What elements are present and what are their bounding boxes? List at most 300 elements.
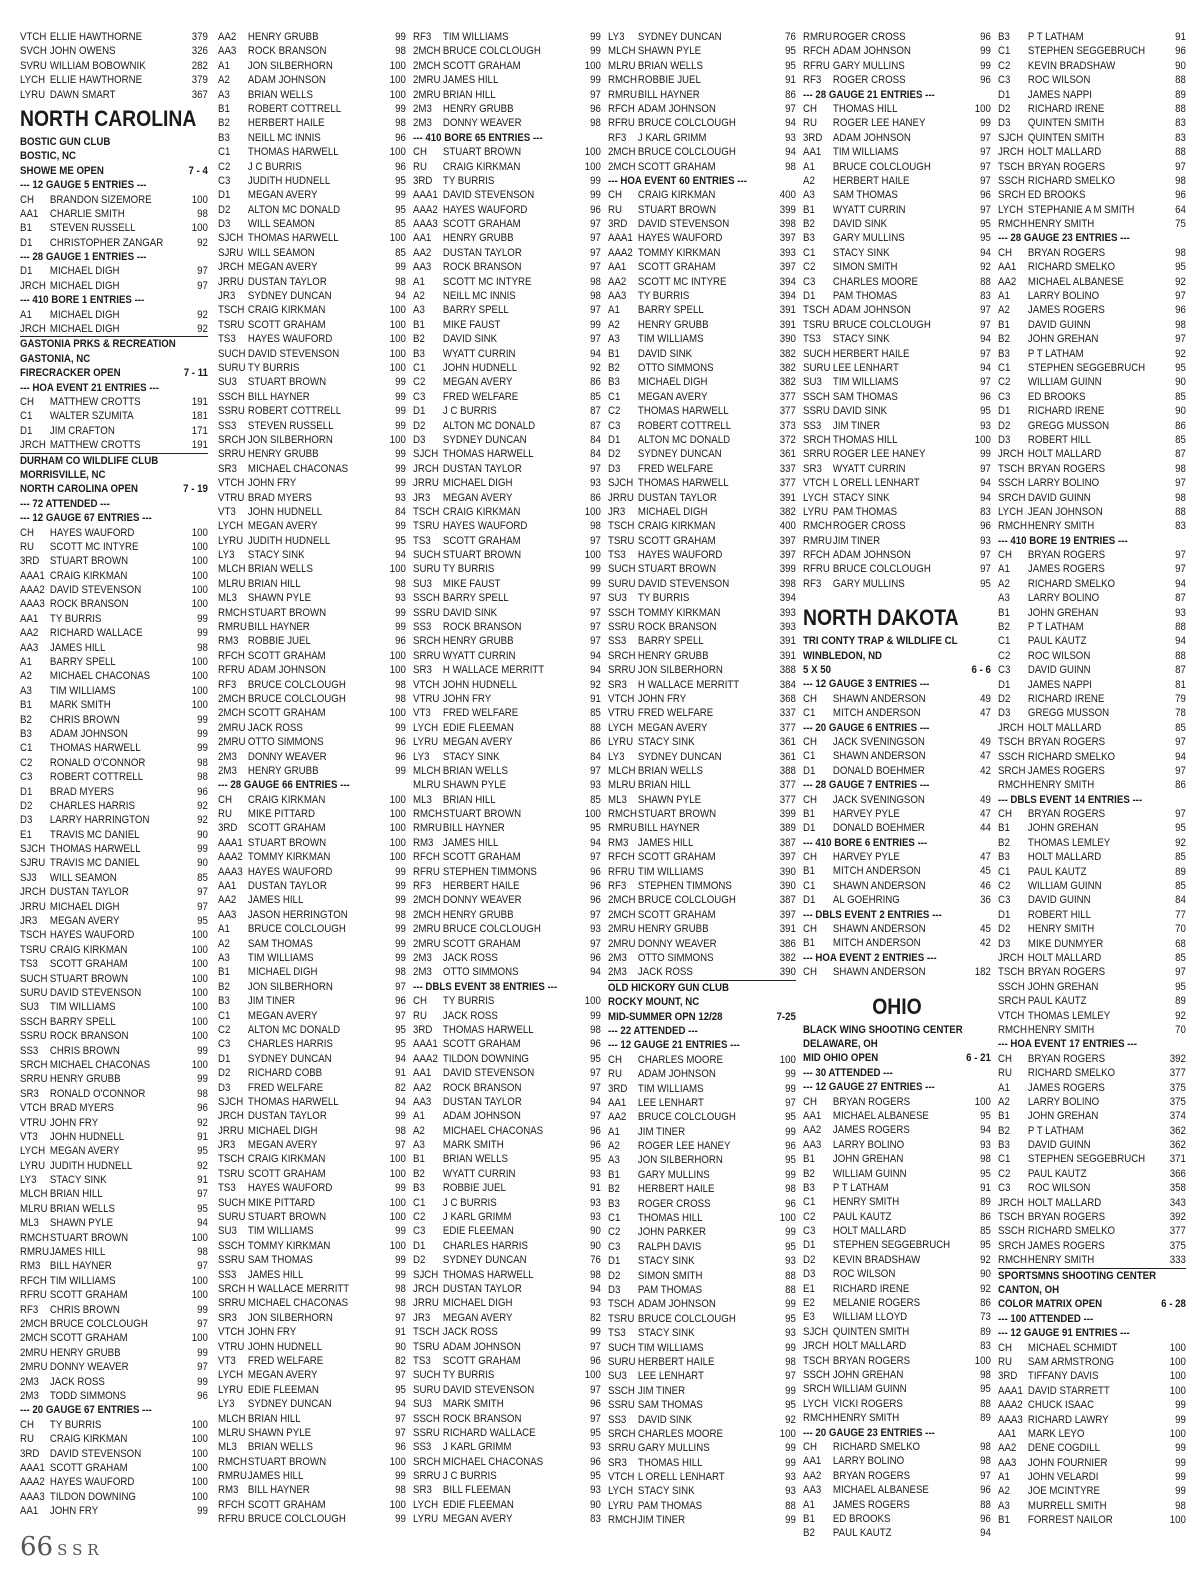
shooter-name: MEGAN AVERY [247,1009,318,1022]
shooter-name: JIM TINER [832,419,881,432]
shooter-name: ROCK BRANSON [442,621,522,634]
score: 99 [980,59,991,72]
class-code: C2 [20,756,33,769]
class-code: SJCH [20,843,46,856]
shooter-name: STACY SINK [832,246,890,259]
results-column-4 [608,30,796,1536]
shooter-name: HENRY GRUBB [637,923,709,936]
shooter-name: MICHAEL DIGH [49,265,120,278]
shooter-name: THOMAS HILL [832,433,898,446]
score: 100 [389,1196,406,1209]
score: 99 [1175,1471,1186,1484]
class-code: SR3 [608,1456,627,1469]
result-row [218,30,406,44]
class-code: RM3 [608,836,629,849]
result-row [413,548,601,562]
class-code: CH [608,1053,622,1066]
score: 384 [779,678,796,691]
shooter-name: DUSTAN TAYLOR [442,246,522,259]
shooter-name: HENRY SMITH [1027,218,1095,231]
result-row [803,1123,991,1137]
shooter-name: JON SILBERHORN [637,664,723,677]
shooter-name: MICHAEL DIGH [49,308,120,321]
class-code: SRCH [803,433,831,446]
result-row [413,678,601,692]
score: 99 [395,764,406,777]
shooter-name: HENRY GRUBB [49,1346,121,1359]
result-row [803,821,991,835]
result-row [803,793,991,807]
shooter-name: EDIE FLEEMAN [247,1383,319,1396]
shooter-name: TIM WILLIAMS [832,146,899,159]
score: 95 [785,1399,796,1412]
class-code: B2 [803,1527,815,1536]
class-code: LYCH [413,721,439,734]
score: 85 [1175,880,1186,893]
shooter-name: SCOTT MC INTYRE [49,540,139,553]
score: 91 [980,1181,991,1194]
result-row [998,303,1186,317]
score: 99 [1175,1485,1186,1498]
shooter-name: MARK LEYO [1027,1427,1085,1440]
result-row [413,591,601,605]
score: 97 [590,1412,601,1425]
score: 100 [584,549,601,562]
shooter-name: SCOTT GRAHAM [442,218,521,231]
shooter-name: DONNY WEAVER [247,750,327,763]
result-row [413,908,601,922]
result-row [20,207,208,221]
score: 97 [980,563,991,576]
score: 90 [395,1340,406,1353]
score: 100 [389,1498,406,1511]
shooter-name: H WALLACE MERRITT [247,1282,350,1295]
result-row [413,649,601,663]
result-row [218,1066,406,1080]
result-row [20,1130,208,1144]
score: 282 [191,59,208,72]
shooter-name: OTTO SIMMONS [247,736,324,749]
score: 99 [395,462,406,475]
score: 100 [191,1476,208,1489]
result-row [998,850,1186,864]
result-row [413,246,601,260]
class-code: D1 [803,764,816,777]
class-code: JRCH [20,323,46,336]
shooter-name: DAVID GUINN [1027,491,1091,504]
class-code: VTCH [413,678,440,691]
result-row [608,1269,796,1283]
shooter-name: STACY SINK [247,549,305,562]
result-row [803,1181,991,1195]
score: 99 [785,1068,796,1081]
score: 92 [1175,836,1186,849]
shooter-name: BRYAN ROGERS [832,1354,911,1367]
class-code: A3 [218,952,230,964]
shooter-name: SCOTT GRAHAM [247,1498,326,1511]
result-row [608,188,796,202]
shooter-name: RICHARD SMELKO [1027,1067,1116,1080]
class-code: B3 [803,1181,815,1194]
class-code: SURU [218,1211,246,1224]
shooter-name: WILLIAM GUINN [832,1383,907,1396]
shooter-name: CRAIG KIRKMAN [442,505,521,518]
shooter-name: ROBERT COTTRELL [247,102,342,115]
class-code: TS3 [608,1327,626,1340]
class-code: LYRU [20,88,46,101]
shooter-name: SCOTT GRAHAM [637,851,716,864]
class-code: 2M3 [608,966,627,979]
shooter-name: TY BURRIS [637,592,690,605]
score: 97 [197,265,208,278]
class-code: A2 [218,74,230,87]
result-row [803,1382,991,1396]
class-code: B2 [803,218,815,231]
shooter-name: DAVID SINK [832,405,888,418]
score: 90 [590,1239,601,1252]
result-row [998,1109,1186,1123]
class-code: B3 [218,995,230,1008]
score: 93 [590,923,601,936]
event-divider: --- 28 GAUGE 1 ENTRIES --- [20,251,147,264]
result-row [608,865,796,879]
result-row [998,1138,1186,1152]
score: 98 [980,1368,991,1381]
score: 99 [197,742,208,755]
class-code: RF3 [803,74,822,87]
result-row [218,1009,406,1023]
results-page [14,30,1190,1536]
results-column-3 [413,30,601,1536]
result-row [413,1066,601,1080]
shooter-name: HENRY SMITH [1027,1254,1095,1267]
class-code: SSCH [998,1225,1025,1238]
shooter-name: DAVID GUINN [1027,664,1091,677]
class-code: RMCH [608,1514,638,1527]
class-code: C1 [998,635,1011,648]
class-code: D3 [608,462,621,475]
score: 100 [389,836,406,849]
shooter-name: H WALLACE MERRITT [442,664,545,677]
result-row [998,1152,1186,1166]
shooter-name: ROBERT COTTRELL [637,419,732,432]
shooter-name: SYDNEY DUNCAN [247,290,332,303]
shooter-name: BRYAN ROGERS [1027,736,1106,749]
result-row [218,1455,406,1469]
class-code: 3RD [413,1023,433,1036]
result-row [20,986,208,1000]
class-code: D2 [413,419,426,432]
shooter-name: GREGG MUSSON [1027,419,1110,432]
score: 337 [779,462,796,475]
shooter-name: BILL FLEEMAN [442,1484,511,1497]
score: 94 [785,117,796,130]
shooter-name: DUSTAN TAYLOR [442,462,522,475]
class-code: AA2 [218,894,237,907]
shooter-name: TIM WILLIAMS [637,1341,704,1354]
class-code: CH [998,549,1012,562]
score: 92 [590,361,601,374]
shooter-name: VICKI ROGERS [832,1397,903,1410]
result-row [803,447,991,461]
shooter-name: WILL SEAMON [49,871,117,884]
shooter-name: CHRIS BROWN [49,713,120,726]
score: 92 [197,236,208,249]
result-row [998,462,1186,476]
score: 92 [590,678,601,691]
shooter-name: DENE COGDILL [1027,1442,1101,1455]
shooter-name: JIM TINER [637,1384,686,1397]
shooter-name: MICHAEL DIGH [442,477,513,490]
shooter-name: TIM WILLIAMS [49,684,116,697]
class-code: SS3 [218,419,237,432]
score: 377 [779,405,796,418]
class-code: CH [20,526,34,539]
result-row [413,1282,601,1296]
score: 94 [590,347,601,360]
class-code: B1 [998,606,1010,619]
result-row [218,721,406,735]
result-row [413,404,601,418]
class-code: SUCH [218,347,246,360]
class-code: A1 [20,308,32,321]
result-row [218,1340,406,1354]
score: 92 [197,1159,208,1172]
class-code: JR3 [413,491,431,504]
shooter-name: CRAIG KIRKMAN [49,1433,128,1446]
class-code: E1 [20,828,32,841]
score: 100 [584,1369,601,1382]
score: 84 [590,750,601,763]
class-code: VTCH [998,1009,1025,1022]
class-code: SR3 [20,1087,39,1100]
score: 83 [1175,117,1186,130]
shooter-name: TIM WILLIAMS [637,865,704,878]
result-row [20,526,208,540]
result-row [218,347,406,361]
result-row [20,1216,208,1230]
score: 95 [395,203,406,216]
result-row [998,865,1186,879]
result-row [413,375,601,389]
shooter-name: MURRELL SMITH [1027,1499,1107,1512]
class-code: JRCH [998,1196,1024,1209]
shooter-name: DAVID SINK [442,606,498,619]
score: 94 [980,491,991,504]
score: 95 [980,1239,991,1252]
class-code: B1 [803,203,815,216]
class-code: AA3 [413,1095,432,1108]
shooter-name: DAVID STEVENSON [637,577,730,590]
class-code: AA1 [413,1067,432,1080]
shooter-name: DONNY WEAVER [442,117,522,130]
shooter-name: BRIAN HILL [247,1412,301,1425]
class-code: SJ3 [20,871,37,884]
score: 96 [980,74,991,87]
result-row [998,634,1186,648]
score: 98 [197,207,208,220]
class-code: A1 [998,1081,1010,1094]
shooter-name: JOHN HUDNELL [442,361,518,374]
score: 90 [980,1268,991,1281]
shooter-name: JAMES ROGERS [1027,764,1105,777]
score: 100 [389,649,406,662]
result-row [998,160,1186,174]
class-code: RU [998,1355,1012,1368]
score: 97 [590,1110,601,1123]
shooter-name: JOHN GREHAN [1027,980,1099,993]
score: 93 [590,1211,601,1224]
result-row [218,1412,406,1426]
class-code: B2 [608,361,620,374]
result-row [608,591,796,605]
result-row [803,303,991,317]
score: 86 [590,736,601,749]
shooter-name: MICHAEL DIGH [442,1297,513,1310]
shooter-name: JAMES ROGERS [832,1124,910,1137]
result-row [20,1375,208,1389]
result-row [413,634,601,648]
shooter-name: MEGAN AVERY [247,261,318,274]
class-code: VTRU [218,1340,245,1353]
score: 98 [395,117,406,130]
score: 76 [590,1254,601,1267]
result-row [218,750,406,764]
score: 382 [779,505,796,518]
shooter-name: OTTO SIMMONS [637,952,714,964]
result-row [998,375,1186,389]
shooter-name: JOHN HUDNELL [442,678,518,691]
class-code: AA3 [608,290,627,303]
shooter-name: TILDON DOWNING [442,1052,529,1065]
shooter-name: ROC WILSON [832,1268,896,1281]
result-row [608,375,796,389]
result-row [608,332,796,346]
shooter-name: DAWN SMART [49,88,116,101]
class-code: B3 [998,347,1010,360]
shooter-name: STEPHEN SEGGEBRUCH [1027,1153,1146,1166]
shoot-name: FIRECRACKER OPEN [20,367,121,380]
score: 182 [974,966,991,979]
shoot-date: 7 - 11 [183,367,208,380]
class-code: B3 [413,1182,425,1195]
class-code: B1 [998,1514,1010,1527]
shooter-name: HARVEY PYLE [832,851,900,864]
class-code: LYCH [803,1397,829,1410]
score: 92 [980,1282,991,1295]
class-code: C3 [803,275,816,288]
score: 399 [779,563,796,576]
class-code: B2 [218,117,230,130]
shooter-name: LEE LENHART [637,1096,704,1109]
score: 92 [1175,1009,1186,1022]
result-row [803,1253,991,1267]
shooter-name: JEAN JOHNSON [1027,505,1103,518]
score: 100 [191,1433,208,1446]
class-code: RFRU [413,865,440,878]
result-row [608,1470,796,1484]
score: 85 [1175,851,1186,864]
result-row [218,908,406,922]
shooter-name: BRUCE COLCLOUGH [637,894,736,907]
result-row [998,1023,1186,1037]
result-row [998,562,1186,576]
class-code: AA2 [803,1469,822,1482]
class-code: TSCH [998,160,1025,173]
result-row [413,1512,601,1526]
result-row [608,778,796,792]
score: 94 [1175,635,1186,648]
class-code: LYRU [413,736,439,749]
shooter-name: ALTON MC DONALD [442,419,536,432]
class-code: D3 [998,117,1011,130]
class-code: A1 [608,1125,620,1138]
score: 97 [590,1067,601,1080]
shooter-name: WILL SEAMON [247,246,315,259]
shooter-name: JOHN FRY [637,692,687,705]
class-code: 2MCH [20,1317,48,1330]
result-row [413,1037,601,1051]
shooter-name: BRIAN WELLS [637,59,704,72]
score: 398 [779,577,796,590]
score: 375 [1169,1081,1186,1094]
class-code: RFRU [803,563,830,576]
score: 47 [980,851,991,864]
score: 68 [1175,937,1186,950]
score: 100 [1169,1341,1186,1354]
shooter-name: SYDNEY DUNCAN [637,31,722,43]
score: 99 [785,1456,796,1469]
shooter-name: MICHAEL ALBANESE [832,1484,929,1497]
score: 98 [785,1183,796,1196]
result-row [998,778,1186,792]
class-code: C3 [998,74,1011,87]
class-code: A1 [998,563,1010,576]
shooter-name: ALTON MC DONALD [247,203,341,216]
score: 92 [197,799,208,812]
result-row [20,1288,208,1302]
result-row [20,813,208,827]
score: 95 [395,174,406,187]
shooter-name: SCOTT GRAHAM [442,534,521,547]
result-row [998,1341,1186,1355]
class-code: SSCH [218,390,245,403]
shooter-name: HAYES WAUFORD [637,549,723,562]
score: 85 [590,793,601,806]
shooter-name: CHARLIE SMITH [49,207,125,220]
score: 99 [590,74,601,87]
class-code: B1 [20,699,32,712]
result-row [218,1138,406,1152]
result-row [998,289,1186,303]
shooter-name: MITCH ANDERSON [832,865,921,878]
class-code: AA3 [803,1138,822,1151]
class-code: SUCH [608,1341,636,1354]
result-row [218,1426,406,1440]
shooter-name: QUINTEN SMITH [1027,131,1105,144]
spacer [803,591,991,601]
class-code: VTRU [413,692,440,705]
score: 99 [197,627,208,640]
state-heading: OHIO [872,993,922,1019]
result-row [998,1484,1186,1498]
shooter-name: STUART BROWN [247,1455,327,1468]
result-row [608,807,796,821]
score: 99 [395,606,406,619]
score: 93 [395,491,406,504]
result-row [218,706,406,720]
score: 94 [785,146,796,159]
